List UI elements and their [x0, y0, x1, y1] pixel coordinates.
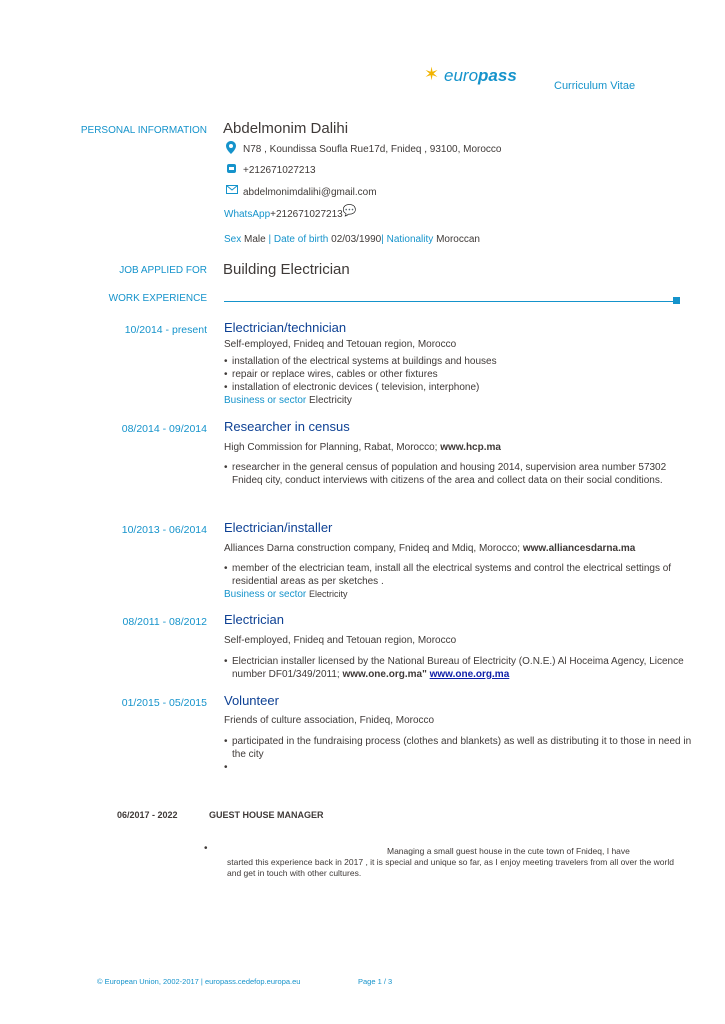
- divider-end-marker: [673, 297, 680, 304]
- bullet-bold-link: www.one.org.ma": [342, 668, 427, 680]
- star-icon: ✶: [424, 64, 440, 84]
- sex-value: Male: [244, 234, 266, 245]
- nationality-value: Moroccan: [436, 234, 480, 245]
- entry-dates: 08/2011 - 08/2012: [122, 616, 207, 628]
- footer-page: Page 1 / 3: [358, 977, 393, 986]
- nationality-label: Nationality: [386, 234, 434, 245]
- entry-dates: 08/2014 - 09/2014: [121, 423, 207, 435]
- email-icon: [226, 185, 238, 197]
- entry-employer: Self-employed, Fnideq and Tetouan region, Morocco: [224, 635, 457, 646]
- guesthouse-title: GUEST HOUSE MANAGER: [209, 810, 324, 820]
- logo-text-pass: pass: [478, 66, 517, 85]
- entry-sector: [224, 395, 352, 406]
- logo-text-euro: euro: [444, 66, 479, 85]
- email[interactable]: abdelmonimdalihi@gmail.com: [243, 187, 377, 198]
- entry-employer: Self-employed, Fnideq and Tetouan region, Morocco: [224, 339, 457, 350]
- guesthouse-dates: 06/2017 - 2022: [117, 810, 178, 820]
- work-experience-label: WORK EXPERIENCE: [108, 293, 207, 304]
- entry-bullet: • repair or replace wires, cables or other fixtures: [224, 369, 692, 382]
- job-applied-value: Building Electrician: [223, 261, 350, 278]
- phone-icon: [226, 163, 238, 175]
- person-name: Abdelmonim Dalihi: [223, 120, 349, 137]
- sector-value: Electricity: [309, 395, 352, 406]
- entry-employer: Alliances Darna construction company, Fnideq and Mdiq, Morocco; www.alliancesdarna.ma: [224, 543, 636, 554]
- doc-title: Curriculum Vitae: [554, 80, 636, 92]
- entry-bullet: • researcher in the general census of population and housing 2014, supervision area number 57302 Fnideq city, conduct interviews with citizens of the area and collect data on their social conditions.: [224, 462, 692, 487]
- personal-information-label: PERSONAL INFORMATION: [80, 125, 207, 136]
- employer-link[interactable]: www.alliancesdarna.ma: [522, 543, 636, 554]
- bullet-dot: •: [204, 843, 208, 854]
- entry-title: Volunteer: [224, 693, 279, 708]
- phone[interactable]: +212671027213: [243, 165, 316, 176]
- dob-label: Date of birth: [273, 234, 329, 245]
- one-org-link[interactable]: www.one.org.ma: [429, 668, 510, 680]
- entry-dates: 10/2014 - present: [124, 324, 207, 336]
- entry-dates: 10/2013 - 06/2014: [121, 524, 207, 536]
- sector-label: Business or sector: [224, 589, 307, 600]
- personal-details-line: [224, 234, 480, 245]
- entry-title: Electrician/technician: [224, 320, 347, 335]
- entry-bullet: • Electrician installer licensed by the National Bureau of Electricity (O.N.E.) Al Hoceima Agency, Licence number DF01/349/2011; www.one.org.ma" www.one.org.ma: [224, 656, 692, 681]
- entry-title: Electrician: [224, 612, 284, 627]
- guesthouse-text: started this experience back in 2017 , it is special and unique so far, as I enjoy meeting travelers from all over the world and get in touch with other cultures.: [227, 857, 674, 878]
- entry-bullet: • installation of electronic devices ( television, interphone): [224, 382, 692, 395]
- entry-bullet: • member of the electrician team, install all the electrical systems and control the electrical settings of residential areas as per sketches .: [224, 563, 692, 588]
- entry-bullet: • installation of the electrical systems at buildings and houses: [224, 356, 692, 369]
- guesthouse-text-lead: Managing a small guest house in the cute town of Fnideq, I have: [387, 846, 630, 856]
- whatsapp-number[interactable]: +212671027213: [270, 209, 343, 220]
- entry-employer: Friends of culture association, Fnideq, Morocco: [224, 715, 435, 726]
- entry-bullet: • participated in the fundraising process (clothes and blankets) as well as distributing it to those in need in the city: [224, 736, 692, 761]
- section-divider: [224, 301, 676, 302]
- location-pin-icon: [226, 141, 238, 153]
- footer-copyright: © European Union, 2002-2017 | europass.cedefop.europa.eu: [97, 977, 301, 986]
- sex-label: Sex: [224, 234, 242, 245]
- sector-value: Electricity: [309, 589, 348, 599]
- sector-label: Business or sector: [224, 395, 307, 406]
- separator: |: [268, 234, 272, 245]
- job-applied-label: JOB APPLIED FOR: [119, 265, 207, 276]
- entry-employer: High Commission for Planning, Rabat, Morocco; www.hcp.ma: [224, 442, 501, 453]
- entry-title: Electrician/installer: [224, 520, 333, 535]
- whatsapp-label: WhatsApp: [224, 209, 271, 220]
- separator: |: [381, 234, 384, 245]
- europass-logo: [424, 64, 524, 90]
- employer-link[interactable]: www.hcp.ma: [440, 442, 501, 453]
- entry-dates: 01/2015 - 05/2015: [121, 697, 207, 709]
- chat-bubble-icon: 💬: [342, 205, 357, 217]
- whatsapp-line: [224, 207, 356, 220]
- entry-sector: [224, 589, 348, 600]
- entry-title: Researcher in census: [224, 419, 350, 434]
- dob-value: 02/03/1990: [331, 234, 382, 245]
- address: N78 , Koundissa Soufla Rue17d, Fnideq , 93100, Morocco: [243, 144, 502, 155]
